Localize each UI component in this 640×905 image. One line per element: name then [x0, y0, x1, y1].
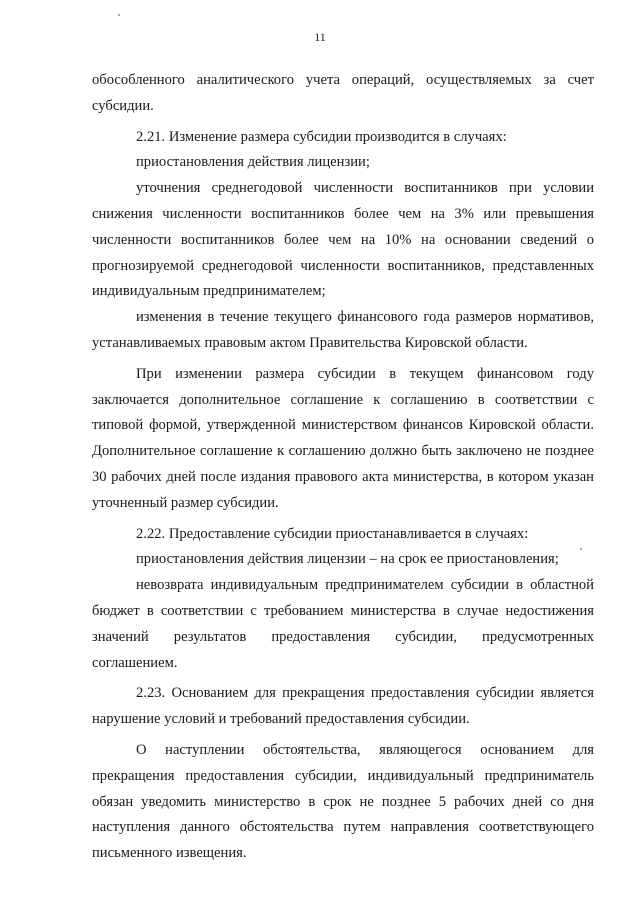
- paragraph: невозврата индивидуальным предпринимателем субсидии в областной бюджет в соответствии с требованием министерства в случае недостижения значений результатов предоставления субсидии, предусмотренных соглашением.: [92, 577, 594, 671]
- paragraph: обособленного аналитического учета операций, осуществляемых за счет субсидии.: [92, 72, 594, 114]
- paragraph: приостановления действия лицензии;: [136, 154, 370, 171]
- paragraph: При изменении размера субсидии в текущем финансовом году заключается дополнительное соглашение к соглашению в соответствии с типовой формой, утвержденной министерством финансов Кировской области. Дополнительное соглашение к соглашению должно быть заключено не позднее 30 рабочих дней после издания правового акта министерства, в котором указан уточненный размер субсидии.: [92, 365, 594, 511]
- scan-speck: [118, 14, 120, 16]
- document-body: [92, 68, 594, 867]
- paragraph-section-2-21: 2.21. Изменение размера субсидии производится в случаях:: [136, 128, 507, 145]
- paragraph-section-2-23: 2.23. Основанием для прекращения предоставления субсидии является нарушение условий и требований предоставления субсидии.: [92, 685, 594, 728]
- paragraph: О наступлении обстоятельства, являющегося основанием для прекращения предоставления субсидии, индивидуальный предприниматель обязан уведомить министерство в срок не позднее 5 рабочих дней со дня наступления данного обстоятельства путем направления соответствующего письменного извещения.: [92, 741, 594, 862]
- paragraph: изменения в течение текущего финансового года размеров нормативов, устанавливаемых правовым актом Правительства Кировской области.: [92, 309, 594, 351]
- page-number: 11: [314, 30, 326, 44]
- paragraph-section-2-22: 2.22. Предоставление субсидии приостанавливается в случаях:: [136, 525, 529, 542]
- paragraph: уточнения среднегодовой численности воспитанников при условии снижения численности воспитанников более чем на 3% или превышения численности воспитанников более чем на 10% на основании сведений о прогнозируемой среднегодовой численности воспитанников, представленных индивидуальным предпринимателем;: [92, 180, 594, 300]
- paragraph: приостановления действия лицензии – на срок ее приостановления;: [136, 551, 559, 568]
